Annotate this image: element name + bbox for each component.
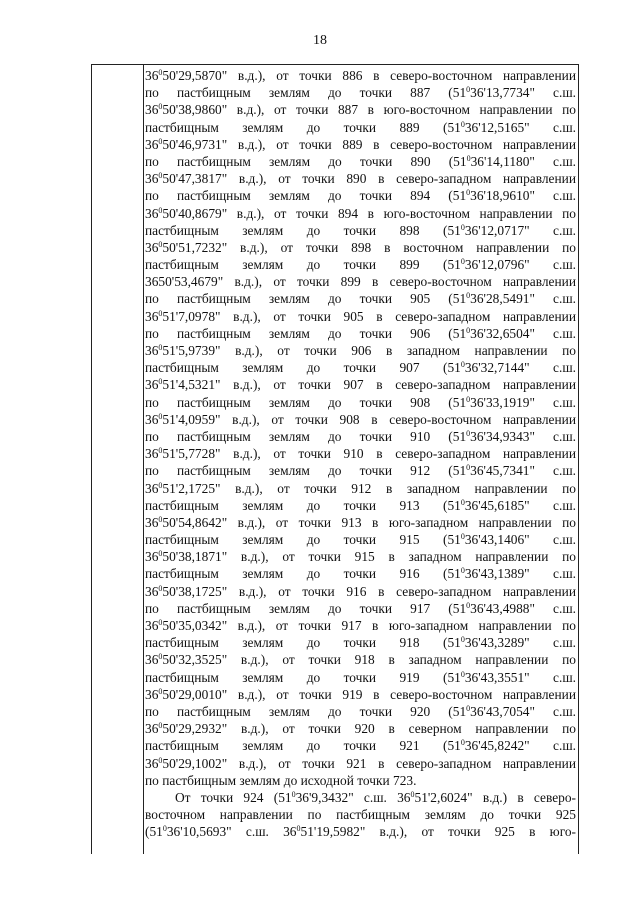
degree-mark: 0 [466, 600, 471, 610]
degree-mark: 0 [162, 824, 167, 834]
degree-mark: 0 [158, 377, 163, 387]
text-line: пастбищным землям до точки 916 ($51^036'43,1389$" с.ш. [145, 566, 576, 582]
degree-mark: 0 [466, 703, 471, 713]
text-line: пастбищным землям до точки 915 ($51^036'43,1406$" с.ш. [145, 532, 576, 548]
text-line: пастбищным землям до точки 918 ($51^036'43,3289$" с.ш. [145, 635, 576, 651]
text-line: $36^050'38,9860$" в.д.), от точки 887 в юго-восточном направлении по [145, 102, 576, 118]
degree-mark: 0 [460, 360, 465, 370]
degree-mark: 0 [460, 532, 465, 542]
text-line: по пастбищным землям до исходной точки 723. [145, 772, 417, 788]
text-line: пастбищным землям до точки 907 ($51^036'32,7144$" с.ш. [145, 360, 576, 376]
text-line: ($51^036'10,5693$" с.ш. $36^051'19,5982$" в.д.), от точки 925 в юго- [145, 824, 576, 840]
degree-mark: 0 [460, 497, 465, 507]
text-line: $36^050'47,3817$" в.д.), от точки 890 в северо-западном направлении [145, 171, 576, 187]
degree-mark: 0 [158, 102, 163, 112]
degree-mark: 0 [158, 239, 163, 249]
degree-mark: 0 [158, 480, 163, 490]
degree-mark: 0 [460, 222, 465, 232]
text-line: $36^050'38,1871$" в.д.), от точки 915 в западном направлении по [145, 549, 576, 565]
degree-mark: 0 [466, 153, 471, 163]
degree-mark: 0 [158, 68, 163, 77]
text-line: по пастбищным землям до точки 910 ($51^036'34,9343$" с.ш. [145, 428, 576, 444]
degree-mark: 0 [158, 652, 163, 662]
text-line: $36^051'2,1725$" в.д.), от точки 912 в западном направлении по [145, 480, 576, 496]
degree-mark: 0 [460, 566, 465, 576]
text-line: по пастбищным землям до точки 905 ($51^036'28,5491$" с.ш. [145, 291, 576, 307]
degree-mark: 0 [460, 738, 465, 748]
text-line: $36^050'46,9731$" в.д.), от точки 889 в северо-восточном направлении [145, 136, 576, 152]
degree-mark: 0 [158, 411, 163, 421]
text-line: $36^050'29,0010$" в.д.), от точки 919 в северо-восточном направлении [145, 686, 576, 702]
text-line: $36^050'54,8642$" в.д.), от точки 913 в юго-западном направлении по [145, 514, 576, 530]
text-line: От точки 924 ($51^036'9,3432$" с.ш. $36^051'2,6024$" в.д.) в северо- [175, 789, 576, 805]
degree-mark: 0 [291, 789, 296, 799]
degree-mark: 0 [460, 669, 465, 679]
degree-mark: 0 [466, 188, 471, 198]
text-line: $36^051'5,7728$" в.д.), от точки 910 в северо-западном направлении [145, 446, 576, 462]
degree-mark: 0 [466, 325, 471, 335]
degree-mark: 0 [158, 583, 163, 593]
degree-mark: 0 [410, 789, 415, 799]
degree-mark: 0 [158, 446, 163, 456]
degree-mark: 0 [158, 686, 163, 696]
text-line: $36^051'7,0978$" в.д.), от точки 905 в северо-западном направлении [145, 308, 576, 324]
text-line: пастбищным землям до точки 919 ($51^036'43,3551$" с.ш. [145, 669, 576, 685]
text-line: по пастбищным землям до точки 917 ($51^036'43,4988$" с.ш. [145, 600, 576, 616]
degree-mark: 0 [460, 119, 465, 129]
degree-mark: 0 [158, 755, 163, 765]
text-line: пастбищным землям до точки 889 ($51^036'12,5165$" с.ш. [145, 119, 576, 135]
degree-mark: 0 [158, 618, 163, 627]
degree-mark: 0 [158, 136, 163, 146]
degree-mark: 0 [296, 824, 301, 834]
degree-mark: 0 [466, 463, 471, 473]
text-line: $36^051'5,9739$" в.д.), от точки 906 в западном направлении по [145, 343, 576, 358]
text-line: по пастбищным землям до точки 912 ($51^036'45,7341$" с.ш. [145, 463, 576, 479]
text-line: по пастбищным землям до точки 890 ($51^036'14,1180$" с.ш. [145, 153, 576, 169]
degree-mark: 0 [466, 394, 471, 404]
text-line: по пастбищным землям до точки 920 ($51^036'43,7054$" с.ш. [145, 703, 576, 719]
text-line: пастбищным землям до точки 898 ($51^036'12,0717$" с.ш. [145, 222, 576, 238]
text-line: по пастбищным землям до точки 894 ($51^036'18,9610$" с.ш. [145, 188, 576, 204]
text-line: по пастбищным землям до точки 906 ($51^036'32,6504$" с.ш. [145, 325, 576, 341]
text-line: $36^050'29,5870$" в.д.), от точки 886 в северо-восточном направлении [145, 68, 576, 83]
degree-mark: 0 [460, 635, 465, 645]
degree-mark: 0 [158, 205, 163, 215]
text-line: $36^050'51,7232$" в.д.), от точки 898 в восточном направлении по [145, 239, 576, 255]
text-line: по пастбищным землям до точки 908 ($51^036'33,1919$" с.ш. [145, 394, 576, 410]
degree-mark: 0 [158, 308, 163, 318]
degree-mark: 0 [466, 291, 471, 301]
text-line: 3650'53,4679" в.д.), от точки 899 в северо-восточном направлении [145, 274, 576, 290]
degree-mark: 0 [158, 514, 163, 524]
column-divider [143, 64, 144, 854]
degree-mark: 0 [466, 85, 471, 95]
text-line: $36^050'29,2932$" в.д.), от точки 920 в северном направлении по [145, 721, 576, 737]
text-line: пастбищным землям до точки 913 ($51^036'45,6185$" с.ш. [145, 497, 576, 513]
page-number: 18 [313, 33, 327, 48]
degree-mark: 0 [158, 343, 163, 352]
degree-mark: 0 [158, 721, 163, 731]
degree-mark: 0 [460, 257, 465, 267]
text-line: $36^050'32,3525$" в.д.), от точки 918 в западном направлении по [145, 652, 576, 668]
text-line: восточном направлении по пастбищным землям до точки 925 [145, 807, 576, 823]
text-line: $36^050'35,0342$" в.д.), от точки 917 в юго-западном направлении по [145, 618, 576, 633]
text-line: $36^051'4,5321$" в.д.), от точки 907 в северо-западном направлении [145, 377, 576, 393]
text-line: пастбищным землям до точки 899 ($51^036'12,0796$" с.ш. [145, 257, 576, 273]
degree-mark: 0 [158, 171, 163, 181]
degree-mark: 0 [158, 549, 163, 559]
text-line: $36^050'29,1002$" в.д.), от точки 921 в северо-западном направлении [145, 755, 576, 771]
text-line: $36^050'38,1725$" в.д.), от точки 916 в северо-западном направлении [145, 583, 576, 599]
boundary-description-text [145, 67, 576, 840]
text-line: $36^051'4,0959$" в.д.), от точки 908 в северо-восточном направлении [145, 411, 576, 427]
text-line: пастбищным землям до точки 921 ($51^036'45,8242$" с.ш. [145, 738, 576, 754]
text-line: по пастбищным землям до точки 887 ($51^036'13,7734$" с.ш. [145, 85, 576, 101]
degree-mark: 0 [466, 428, 471, 438]
text-line: $36^050'40,8679$" в.д.), от точки 894 в юго-восточном направлении по [145, 205, 576, 221]
